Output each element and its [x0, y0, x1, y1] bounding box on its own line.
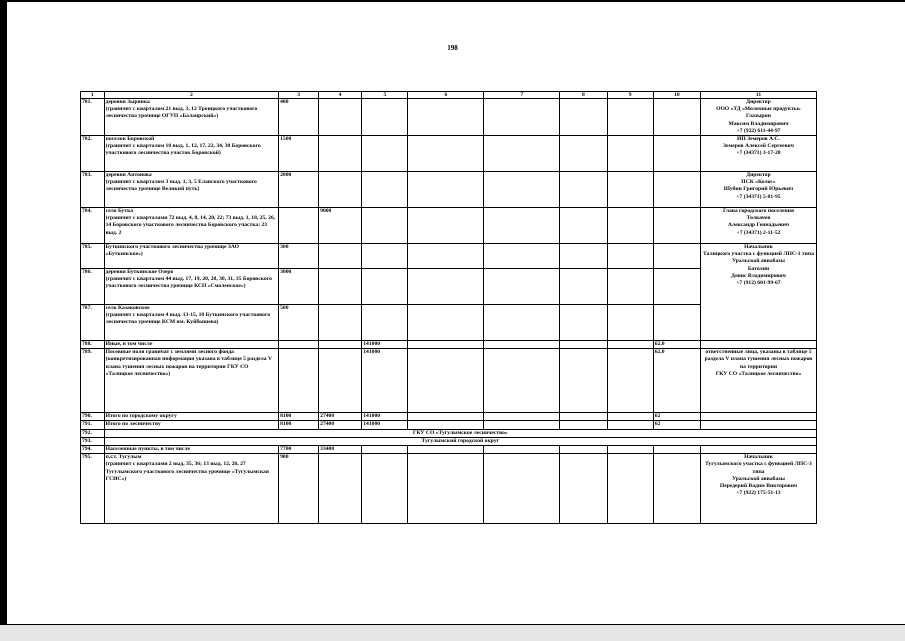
row-number: 791.: [81, 421, 105, 429]
contact-cell: [700, 341, 816, 349]
col9-value: [607, 341, 653, 349]
col4-value: [319, 244, 362, 269]
row-number: 789.: [81, 349, 105, 413]
col4-value: 33400: [319, 446, 362, 454]
col6-value: [408, 413, 484, 421]
col8-value: [560, 305, 607, 341]
col7-value: [484, 172, 560, 208]
col6-value: [408, 421, 484, 429]
header-row: [81, 92, 817, 99]
col3-value: 400: [279, 99, 319, 136]
table-row: [81, 136, 817, 172]
col9-value: [607, 269, 653, 305]
table-row: [81, 208, 817, 244]
scan-border-left: [0, 0, 7, 640]
col3-value: 8100: [279, 413, 319, 421]
contact-cell: [700, 421, 816, 429]
contact-cell: Глава городского поселения Толкачев Александр Геннадьевич +7 (34371) 2-11-52: [700, 208, 816, 244]
col4-value: [319, 454, 362, 524]
table-row: [81, 244, 817, 269]
contact-cell: Директор ООО «ТД «Молочные продукты» Глазырин Максим Владимирович +7 (922) 611-44-97: [700, 99, 816, 136]
col5-value: [362, 172, 408, 208]
row-number: 792.: [81, 429, 105, 437]
col-header: 2: [104, 92, 279, 99]
col5-value: [362, 454, 408, 524]
settlement-cell: Итого по городскому округу: [104, 413, 279, 421]
scan-border-top: [0, 0, 905, 2]
settlement-cell: п.г.т. Тугулым (граничит с кварталами 2 выд. 35, 36; 13 выд. 12, 26, 27 Тугулымского участкового лесничества урочище «Тугулымская ГСИС»): [104, 454, 279, 524]
settlement-cell: Посевные поля граничат с землями лесного фонда (конкретизированная информация указана в таблице 5 раздела V плана тушения лесных пожаров на территории ГКУ СО «Талицкое лесничество»): [104, 349, 279, 413]
table-row: [81, 446, 817, 454]
row-number: 788.: [81, 341, 105, 349]
col3-value: 900: [279, 454, 319, 524]
col10-value: [653, 136, 700, 172]
section-title: Тугулымский городской округ: [104, 437, 816, 445]
row-number: 782.: [81, 136, 105, 172]
table-row: [81, 349, 817, 413]
settlement-cell: Населенные пункты, в том числе: [104, 446, 279, 454]
col7-value: [484, 413, 560, 421]
settlement-cell: деревня Буткинское Озеро (граничит с кварталом 44 выд. 17, 19, 20, 28, 30, 31, 35 Боровского участкового лесничества урочище КСП «Смоленское»): [104, 269, 279, 305]
row-number: 783.: [81, 172, 105, 208]
col3-value: [279, 341, 319, 349]
col6-value: [408, 269, 484, 305]
col-header: 7: [484, 92, 560, 99]
col7-value: [484, 341, 560, 349]
col6-value: [408, 454, 484, 524]
col-header: 10: [653, 92, 700, 99]
col3-value: 500: [279, 305, 319, 341]
col3-value: 3000: [279, 269, 319, 305]
row-number: 785.: [81, 244, 105, 269]
col9-value: [607, 244, 653, 269]
col7-value: [484, 454, 560, 524]
row-number: 784.: [81, 208, 105, 244]
col8-value: [560, 136, 607, 172]
col5-value: [362, 208, 408, 244]
col9-value: [607, 413, 653, 421]
forest-fire-table: [80, 91, 817, 524]
contact-cell: ответственные лица, указаны в таблице 5 раздела V плана тушения лесных пожаров на территории ГКУ СО «Талицкое лесничество»: [700, 349, 816, 413]
col8-value: [560, 413, 607, 421]
col5-value: 141000: [362, 349, 408, 413]
table-row: [81, 454, 817, 524]
col-header: 6: [408, 92, 484, 99]
table-body: [81, 99, 817, 524]
section-title: ГКУ СО «Тугулымское лесничество»: [104, 429, 816, 437]
row-number: 790.: [81, 413, 105, 421]
settlement-cell: деревня Антонова (граничит с кварталом 3 выд. 1, 3, 5 Еланского участкового лесничества урочище Великий путь): [104, 172, 279, 208]
col6-value: [408, 244, 484, 269]
col-header: 3: [279, 92, 319, 99]
col5-value: [362, 99, 408, 136]
col-header: 8: [560, 92, 607, 99]
col7-value: [484, 99, 560, 136]
col3-value: [279, 349, 319, 413]
col3-value: 2000: [279, 172, 319, 208]
section-row: [81, 437, 817, 445]
col10-value: [653, 269, 700, 305]
col3-value: 1500: [279, 136, 319, 172]
col7-value: [484, 208, 560, 244]
contact-cell: [700, 413, 816, 421]
col4-value: [319, 269, 362, 305]
col7-value: [484, 349, 560, 413]
col6-value: [408, 349, 484, 413]
col8-value: [560, 446, 607, 454]
col-header: 4: [319, 92, 362, 99]
row-number: 793.: [81, 437, 105, 445]
col4-value: [319, 172, 362, 208]
col5-value: [362, 305, 408, 341]
col8-value: [560, 208, 607, 244]
col6-value: [408, 446, 484, 454]
col8-value: [560, 269, 607, 305]
settlement-cell: Буткинского участкового лесничества урочище ЗАО «Буткинское»): [104, 244, 279, 269]
col-header: 9: [607, 92, 653, 99]
col9-value: [607, 172, 653, 208]
row-number: 787.: [81, 305, 105, 341]
col10-value: [653, 99, 700, 136]
col10-value: 62: [653, 421, 700, 429]
col9-value: [607, 421, 653, 429]
row-number: 786.: [81, 269, 105, 305]
col10-value: 62: [653, 413, 700, 421]
col8-value: [560, 244, 607, 269]
col5-value: [362, 446, 408, 454]
col8-value: [560, 349, 607, 413]
col9-value: [607, 454, 653, 524]
table-row: [81, 99, 817, 136]
settlement-cell: село Казаковское (граничит с кварталом 4 выд. 13-15, 18 Буткинского участкового лесничества урочище КСМ им. Куйбышева): [104, 305, 279, 341]
col7-value: [484, 446, 560, 454]
col5-value: [362, 136, 408, 172]
col6-value: [408, 172, 484, 208]
col3-value: 8100: [279, 421, 319, 429]
row-number: 795.: [81, 454, 105, 524]
table-row: [81, 421, 817, 429]
col3-value: [279, 208, 319, 244]
col8-value: [560, 454, 607, 524]
col9-value: [607, 349, 653, 413]
col-header: 1: [81, 92, 105, 99]
col4-value: 27400: [319, 421, 362, 429]
col10-value: [653, 172, 700, 208]
col7-value: [484, 269, 560, 305]
col10-value: [653, 454, 700, 524]
col-header: 11: [700, 92, 816, 99]
settlement-cell: село Бутка (граничит с кварталами 72 выд. 4, 8, 14, 20, 22; 73 выд. 1, 18, 25, 26, 14 Боровского участкового лесничества Боровского участка; 23 выд. 2: [104, 208, 279, 244]
settlement-cell: поселок Боровской (граничит с кварталом 10 выд. 1, 12, 17, 22, 34, 38 Боровского участкового лесничества участок Боровской): [104, 136, 279, 172]
col6-value: [408, 99, 484, 136]
col4-value: 9000: [319, 208, 362, 244]
col5-value: 141000: [362, 421, 408, 429]
col8-value: [560, 172, 607, 208]
contact-cell: Директор ПСК «Колос» Шубин Григорий Юрьевич +7 (34371) 5-81-95: [700, 172, 816, 208]
table-row: [81, 172, 817, 208]
col6-value: [408, 136, 484, 172]
col6-value: [408, 341, 484, 349]
section-row: [81, 429, 817, 437]
col9-value: [607, 208, 653, 244]
col5-value: 141000: [362, 413, 408, 421]
scan-border-bottom: [0, 624, 905, 641]
col6-value: [408, 208, 484, 244]
col4-value: 27400: [319, 413, 362, 421]
col-header: 5: [362, 92, 408, 99]
col5-value: 141000: [362, 341, 408, 349]
col3-value: 300: [279, 244, 319, 269]
col7-value: [484, 136, 560, 172]
table-row: [81, 341, 817, 349]
col10-value: [653, 208, 700, 244]
col10-value: [653, 446, 700, 454]
col9-value: [607, 305, 653, 341]
contact-cell: Начальник Талицкого участка с функцией ЛПС-1 типа Уральской авиабазы Батолин Денис Владимирович +7 (912) 601-99-67: [700, 244, 816, 341]
col10-value: 62,0: [653, 341, 700, 349]
col10-value: 62,0: [653, 349, 700, 413]
col7-value: [484, 421, 560, 429]
col4-value: [319, 99, 362, 136]
settlement-cell: Иные, в том числе: [104, 341, 279, 349]
page-number: 198: [447, 44, 458, 52]
contact-cell: [700, 446, 816, 454]
contact-cell: Начальник Тугулымского участка с функцией ЛПС-3 типа Уральской авиабазы Передерий Вадим Викторович +7 (922) 175-51-13: [700, 454, 816, 524]
col4-value: [319, 341, 362, 349]
col8-value: [560, 421, 607, 429]
col4-value: [319, 349, 362, 413]
col8-value: [560, 99, 607, 136]
settlement-cell: деревня Зырянка (граничит с кварталом 21 выд. 3, 12 Троицкого участкового лесничества урочище ОГУП «Баланрский»): [104, 99, 279, 136]
col4-value: [319, 136, 362, 172]
row-number: 794.: [81, 446, 105, 454]
col9-value: [607, 136, 653, 172]
row-number: 781.: [81, 99, 105, 136]
settlement-cell: Итого по лесничеству: [104, 421, 279, 429]
table-row: [81, 413, 817, 421]
col5-value: [362, 244, 408, 269]
col7-value: [484, 244, 560, 269]
col7-value: [484, 305, 560, 341]
col10-value: [653, 305, 700, 341]
col9-value: [607, 446, 653, 454]
col9-value: [607, 99, 653, 136]
col4-value: [319, 305, 362, 341]
col5-value: [362, 269, 408, 305]
col3-value: 7700: [279, 446, 319, 454]
col6-value: [408, 305, 484, 341]
col8-value: [560, 341, 607, 349]
col10-value: [653, 244, 700, 269]
contact-cell: ИП Земеров А.С. Земеров Алексей Сергеевич +7 (34371) 3-17-20: [700, 136, 816, 172]
